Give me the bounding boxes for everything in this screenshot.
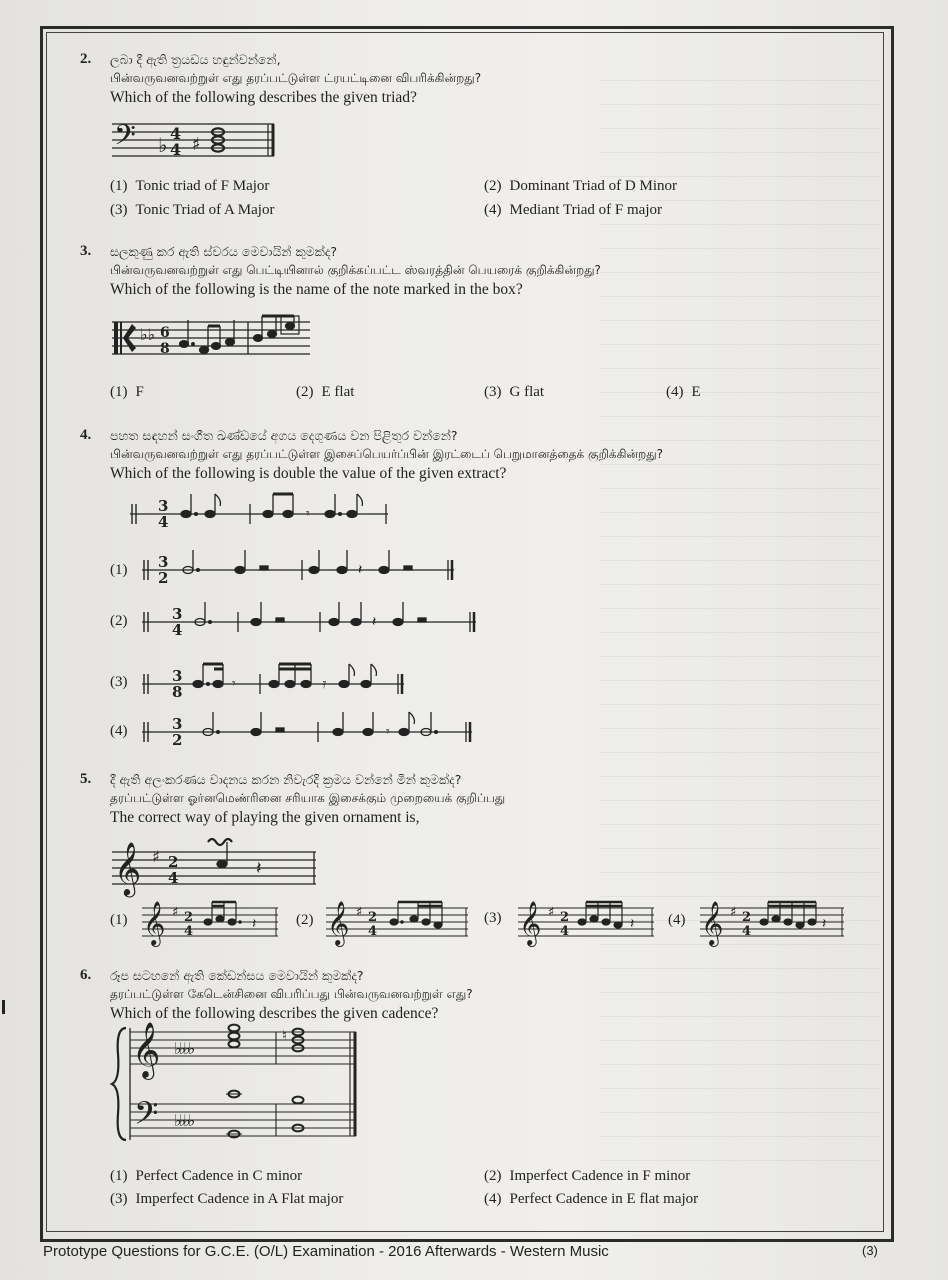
svg-text:𝄽: 𝄽 [372,614,377,630]
svg-text:2: 2 [172,731,183,749]
svg-text:♯: ♯ [356,905,363,920]
svg-text:3: 3 [158,553,169,571]
svg-text:8: 8 [160,341,170,357]
question-number: 4. [80,427,92,443]
triad-notation [112,118,282,162]
question-text-tamil: தரப்பட்டுள்ள கேடென்சினை விபரிப்பது பின்வருவனவற்றுள் எது? [110,987,473,1001]
question-text-tamil: பின்வருவனவற்றுள் எது பெட்டியினால் குறிக்கப்பட்ட ஸ்வரத்தின் பெயரைக் குறிக்கின்றது? [110,263,601,277]
svg-text:6: 6 [160,325,170,341]
q3-option-4[interactable]: (4) E [666,384,701,400]
svg-text:𝄽: 𝄽 [252,916,257,932]
svg-text:4: 4 [170,140,182,159]
svg-text:𝄞: 𝄞 [327,901,350,945]
q3-option-1[interactable]: (1) F [110,384,144,400]
question-number: 6. [80,967,92,983]
q4-option-3-label[interactable]: (3) [110,674,128,690]
q2-option-2[interactable]: (2) Dominant Triad of D Minor [484,178,678,194]
question-text-english: Which of the following describes the given triad? [110,89,417,106]
svg-text:3: 3 [172,605,183,623]
page-number: (3) [862,1243,878,1258]
sharp-icon: ♯ [152,847,160,866]
svg-text:𝄞: 𝄞 [701,901,724,945]
question-text-english: Which of the following describes the given cadence? [110,1005,439,1022]
q5-option-4-label[interactable]: (4) [668,912,686,928]
question-text-sinhala: පහත සඳහන් සංගීත ඛණ්ඩයේ අගය දෙගුණය වන පිළිතුර වන්නේ? [110,428,458,443]
svg-text:𝄾: 𝄾 [232,676,236,692]
question-text-sinhala: දී ඇති අලංකරණය වාදනය කරන නිවැරදි ක්‍රමය වන්නේ මින් කුමක්ද? [110,772,462,787]
svg-text:♯: ♯ [730,905,737,920]
bass-clef-icon: 𝄢 [134,1095,159,1139]
q2-option-1[interactable]: (1) Tonic triad of F Major [110,178,270,194]
question-text-tamil: பின்வருவனவற்றுள் எது தரப்பட்டுள்ள இசைப்பெயர்ப்பின் இரட்டைப் பெறுமானத்தைக் குறிக்கின்றது? [110,447,664,461]
svg-text:4: 4 [184,924,194,939]
q4-option-2-rhythm[interactable] [142,598,482,638]
question-number: 2. [80,51,92,67]
q4-option-4-rhythm[interactable] [142,708,482,748]
q5-option-4-notation[interactable] [700,898,850,948]
svg-text:2: 2 [158,569,169,587]
svg-text:4: 4 [742,924,752,939]
svg-text:4: 4 [168,869,179,887]
q6-option-3[interactable]: (3) Imperfect Cadence in A Flat major [110,1191,344,1207]
question-text-tamil: தரப்பட்டுள்ள ஓர்னமெண்ரினை சரியாக இசைக்கும் முறையைக் குறிப்பது [110,791,506,805]
svg-text:3: 3 [172,715,183,733]
q5-option-1-label[interactable]: (1) [110,912,128,928]
q6-option-2[interactable]: (2) Imperfect Cadence in F minor [484,1168,691,1184]
svg-text:𝄾: 𝄾 [386,724,390,740]
key-signature-treble: ♭♭♭♭ [174,1039,193,1058]
q4-option-3-rhythm[interactable] [142,660,412,700]
natural-icon: ♮ [282,1028,288,1044]
svg-text:♯: ♯ [172,905,179,920]
treble-clef-icon: 𝄞 [114,841,142,895]
svg-text:4: 4 [158,513,169,531]
svg-text:𝄽: 𝄽 [630,916,635,932]
svg-text:𝄽: 𝄽 [256,858,262,879]
ornament-notation [112,836,322,895]
bass-clef-icon: 𝄢 [114,119,136,159]
cadence-grand-staff [116,1024,360,1146]
svg-text:4: 4 [172,621,183,639]
svg-text:3: 3 [158,497,169,515]
q4-option-1-label[interactable]: (1) [110,562,128,578]
svg-text:2: 2 [368,910,378,925]
svg-text:𝄿: 𝄿 [322,676,327,692]
page-footer: Prototype Questions for G.C.E. (O/L) Examination - 2016 Afterwards - Western Music [43,1243,609,1260]
svg-text:𝄞: 𝄞 [143,901,166,945]
question-number: 5. [80,771,92,787]
q3-option-2[interactable]: (2) E flat [296,384,355,400]
svg-text:𝄽: 𝄽 [358,562,363,578]
svg-text:4: 4 [560,924,570,939]
question-text-sinhala: සලකුණු කර ඇති ස්වරය මෙවායින් කුමක්ද? [110,244,338,259]
question-text-tamil: பின்வருவனவற்றுள் எது தரப்பட்டுள்ள ட்ரயட்டினை விபரிக்கின்றது? [110,71,482,85]
q5-option-3-label[interactable]: (3) [484,910,502,926]
q3-option-3[interactable]: (3) G flat [484,384,545,400]
question-number: 3. [80,243,92,259]
note-box-notation [112,314,312,360]
question-text-english: The correct way of playing the given ornament is, [110,809,420,826]
q4-option-2-label[interactable]: (2) [110,613,128,629]
svg-text:4: 4 [368,924,378,939]
q2-option-3[interactable]: (3) Tonic Triad of A Major [110,202,275,218]
treble-clef-icon: 𝄞 [132,1022,161,1078]
q6-option-4[interactable]: (4) Perfect Cadence in E flat major [484,1191,699,1207]
svg-text:2: 2 [184,910,194,925]
svg-text:2: 2 [742,910,752,925]
q4-option-4-label[interactable]: (4) [110,723,128,739]
svg-text:𝄾: 𝄾 [306,506,310,522]
svg-text:4: 4 [170,124,182,143]
svg-text:2: 2 [168,853,179,871]
q6-option-1[interactable]: (1) Perfect Cadence in C minor [110,1168,303,1184]
q5-option-1-notation[interactable] [142,898,282,948]
q5-option-3-notation[interactable] [518,898,658,948]
question-text-english: Which of the following is the name of the note marked in the box? [110,281,523,298]
flat-icon: ♭ [158,133,168,157]
sharp-icon: ♯ [192,134,201,155]
svg-text:8: 8 [172,683,183,701]
svg-text:♭♭: ♭♭ [140,325,156,344]
svg-text:𝄞: 𝄞 [519,901,542,945]
q4-option-1-rhythm[interactable] [142,546,462,586]
svg-text:𝄽: 𝄽 [822,916,827,932]
rhythm-extract [130,490,400,530]
key-signature-bass: ♭♭♭♭ [174,1111,193,1130]
q2-option-4[interactable]: (4) Mediant Triad of F major [484,202,662,218]
svg-text:♯: ♯ [548,905,555,920]
question-text-english: Which of the following is double the value of the given extract? [110,465,507,482]
svg-text:2: 2 [560,910,570,925]
q5-option-2-label[interactable]: (2) [296,912,314,928]
q5-option-2-notation[interactable] [326,898,472,948]
question-text-sinhala: රූප සටහනේ ඇති කේඩන්සය මෙවායින් කුමක්ද? [110,968,364,983]
turn-ornament-icon [208,839,232,845]
edge-mark [2,1000,5,1014]
question-text-sinhala: ලබා දී ඇති ත්‍රයඩය හඳුන්වන්නේ, [110,52,281,67]
svg-text:3: 3 [172,667,183,685]
